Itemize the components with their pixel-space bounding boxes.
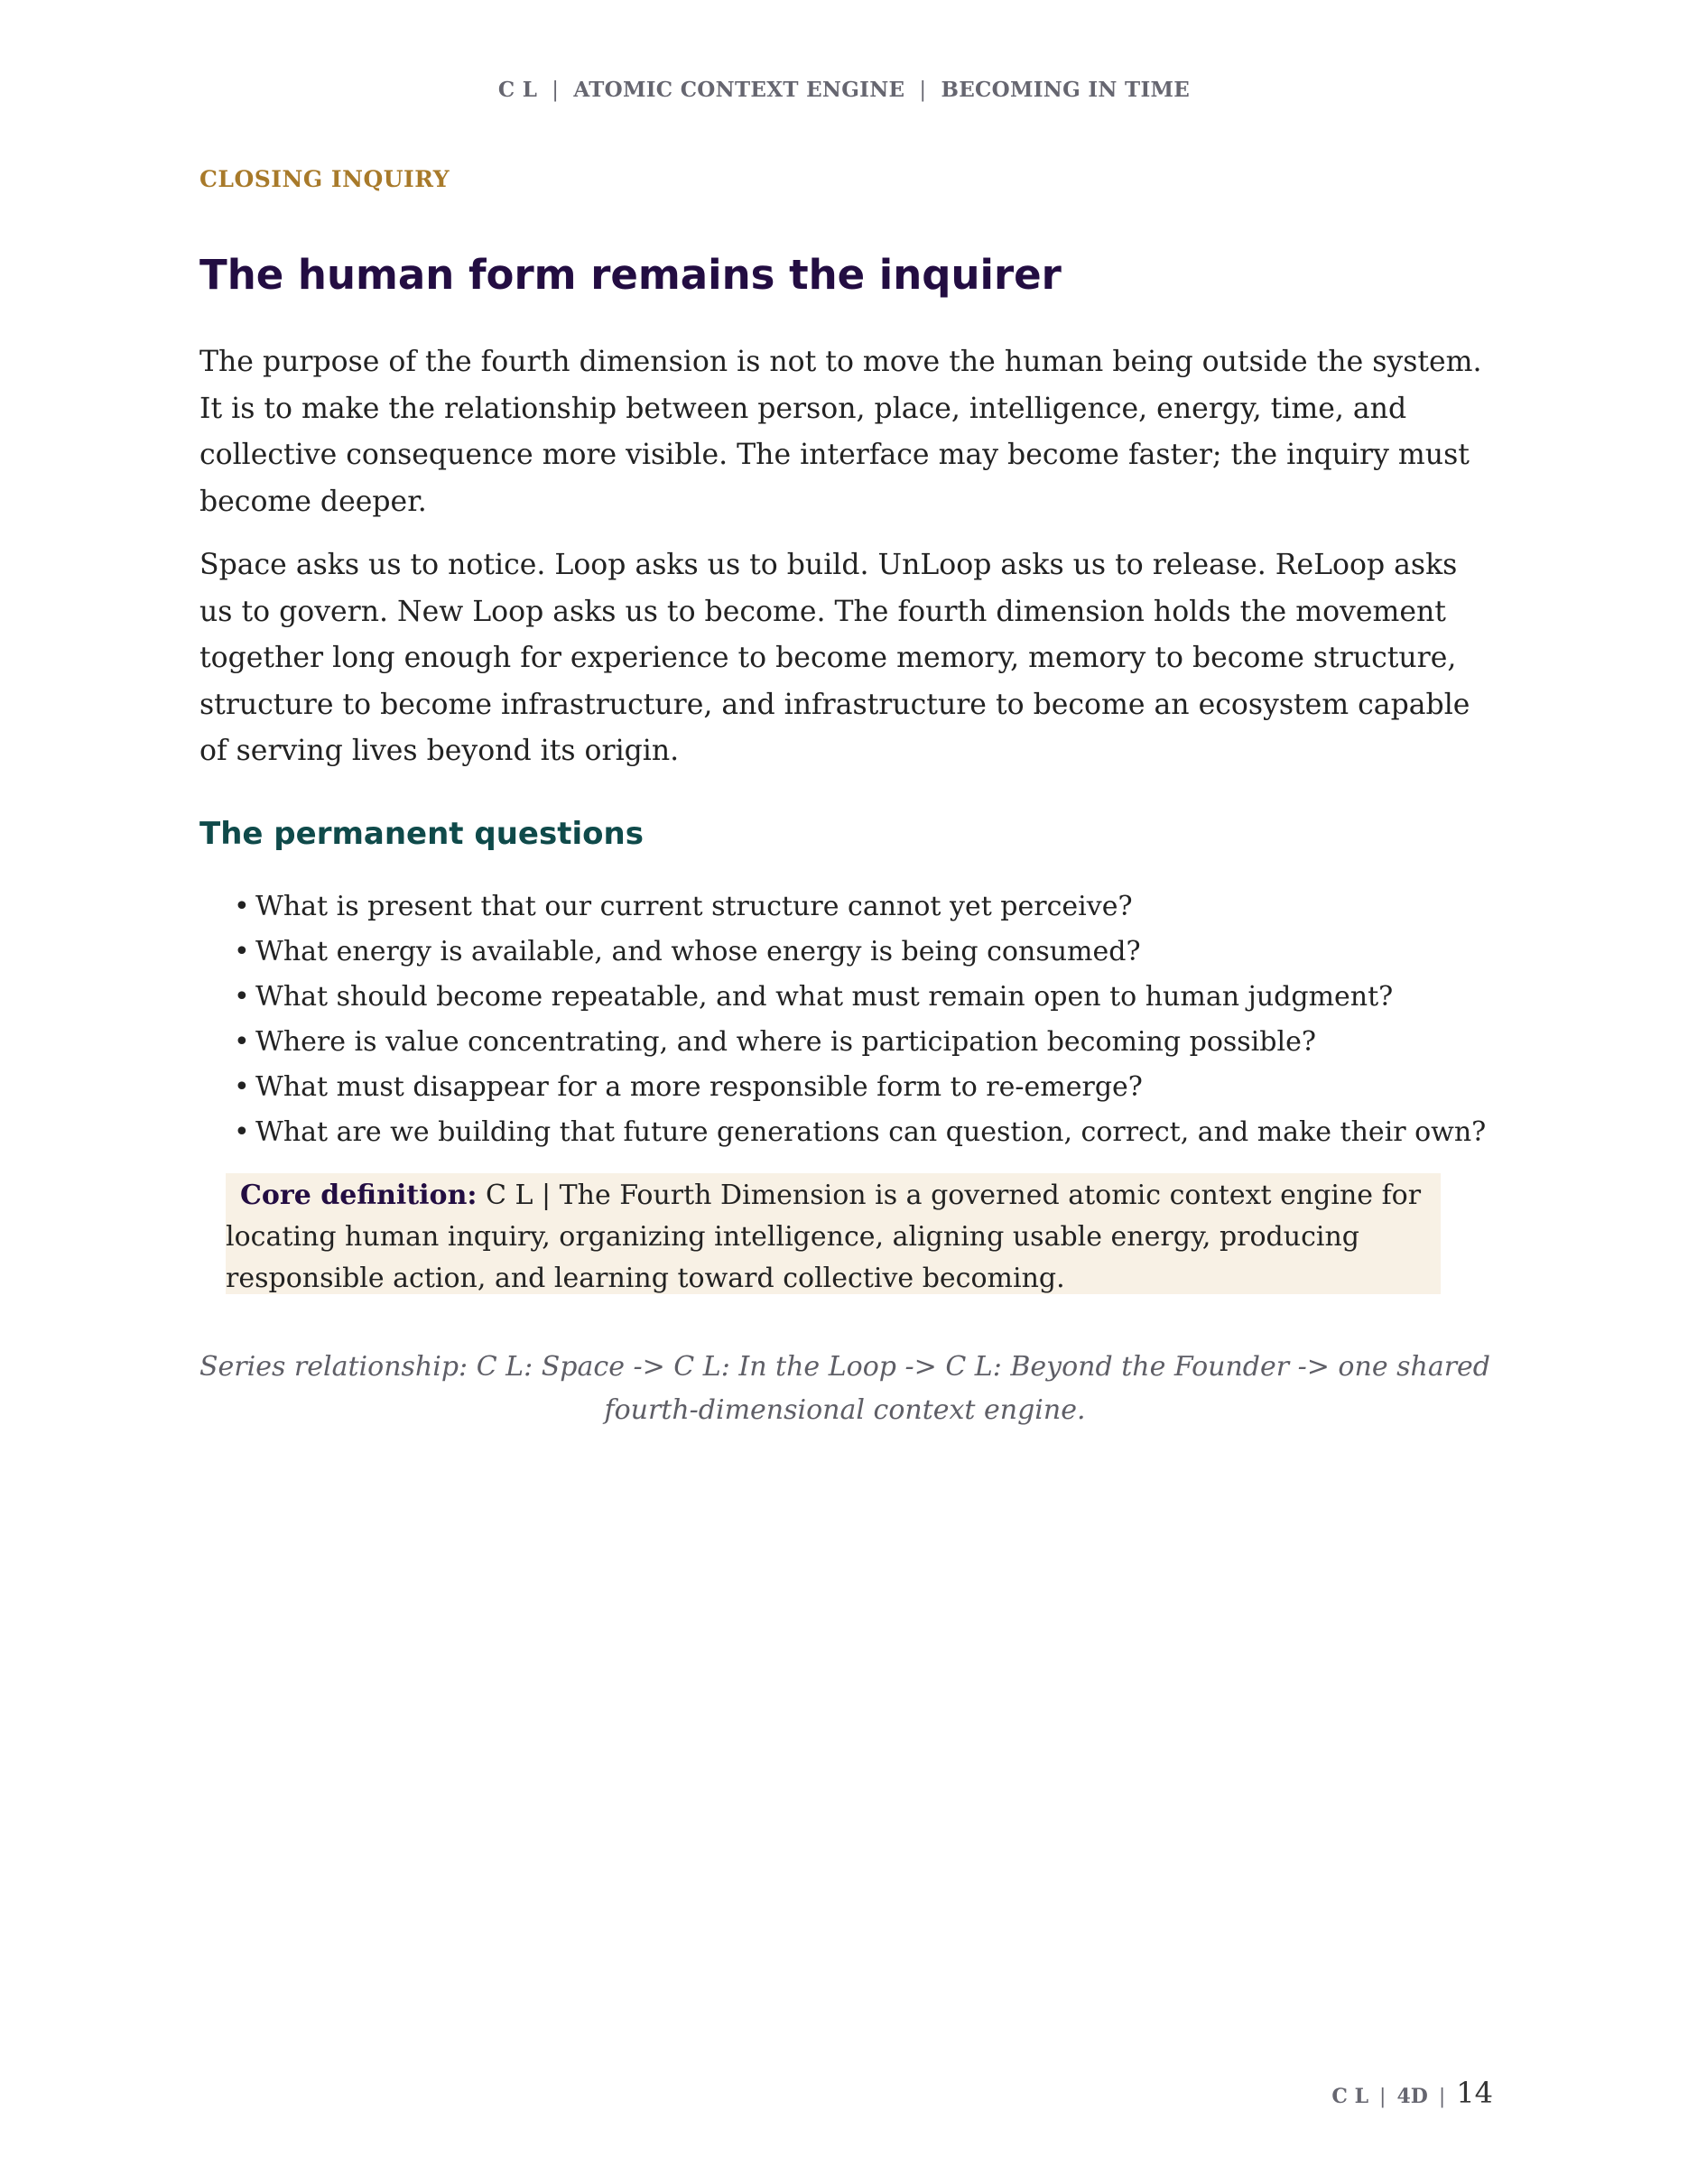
question-text: What are we building that future generations can question, correct, and make their own?: [255, 1116, 1487, 1148]
running-footer: [1331, 2076, 1493, 2110]
bullet-icon: •: [234, 891, 250, 922]
header-separator: |: [919, 79, 927, 102]
footer-separator: |: [1379, 2086, 1387, 2108]
list-item: [234, 1110, 1486, 1155]
bullet-icon: •: [234, 1071, 250, 1103]
header-subtitle: BECOMING IN TIME: [941, 78, 1191, 102]
questions-list: [234, 884, 1486, 1155]
header-section: ATOMIC CONTEXT ENGINE: [573, 78, 905, 102]
question-text: Where is value concentrating, and where is participation becoming possible?: [255, 1026, 1316, 1058]
header-separator: |: [552, 79, 560, 102]
header-brand: C L: [497, 78, 538, 102]
running-header: [0, 78, 1688, 102]
page-title: The human form remains the inquirer: [199, 251, 1062, 299]
core-definition-callout: [226, 1173, 1441, 1294]
list-item: [234, 975, 1486, 1020]
question-text: What should become repeatable, and what must remain open to human judgment?: [255, 981, 1394, 1013]
section-eyebrow: CLOSING INQUIRY: [199, 166, 450, 192]
list-item: [234, 884, 1486, 930]
definition-label: Core definition:: [240, 1180, 478, 1211]
section-heading: The permanent questions: [199, 816, 644, 852]
question-text: What must disappear for a more responsible form to re-emerge?: [255, 1071, 1143, 1103]
list-item: [234, 930, 1486, 975]
bullet-icon: •: [234, 981, 250, 1013]
series-relationship-note: Series relationship: C L: Space -> C L: In the Loop -> C L: Beyond the Founder -> one shared fourth-dimensional context engine.: [199, 1351, 1491, 1426]
footer-brand: C L: [1331, 2085, 1369, 2108]
footer-code: 4D: [1396, 2085, 1428, 2108]
body-paragraph: The purpose of the fourth dimension is not to move the human being outside the system. It is to make the relationship between person, place, intelligence, energy, time, and collective consequence more visible. The interface may become faster; the inquiry must become deeper.: [199, 346, 1482, 518]
body-paragraph: Space asks us to notice. Loop asks us to build. UnLoop asks us to release. ReLoop asks us to govern. New Loop asks us to become. The fourth dimension holds the movement together long enough for experience to become memory, memory to become structure, structure to become infrastructure, and infrastructure to become an ecosystem capable of serving lives beyond its origin.: [199, 549, 1470, 767]
bullet-icon: •: [234, 1116, 250, 1148]
question-text: What energy is available, and whose energy is being consumed?: [255, 936, 1141, 967]
bullet-icon: •: [234, 936, 250, 967]
footer-separator: |: [1438, 2086, 1446, 2108]
bullet-icon: •: [234, 1026, 250, 1058]
list-item: [234, 1020, 1486, 1065]
definition-text: C L | The Fourth Dimension is a governed atomic context engine for locating human inquiry, organizing intelligence, aligning usable energy, producing responsible action, and learning toward collective becoming.: [226, 1180, 1422, 1294]
page-number: 14: [1456, 2076, 1493, 2110]
list-item: [234, 1065, 1486, 1110]
question-text: What is present that our current structure cannot yet perceive?: [255, 891, 1133, 922]
